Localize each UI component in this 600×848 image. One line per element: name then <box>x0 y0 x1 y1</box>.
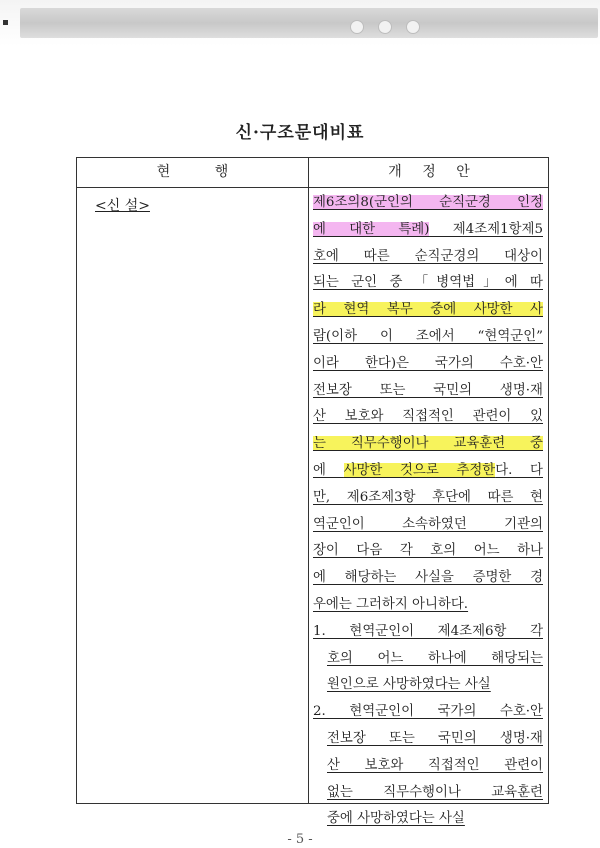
revised-line <box>313 726 543 753</box>
highlight-yellow: 라 현역 복무 중에 사망한 사 <box>313 302 543 318</box>
revised-line <box>313 672 543 699</box>
revised-line <box>313 592 543 619</box>
highlight-yellow: 사망한 것으로 추정한 <box>343 462 496 478</box>
line-text: 장이 다음 각 호의 어느 하나 <box>313 543 543 559</box>
page-title: 신·구조문대비표 <box>235 123 365 143</box>
revised-line <box>313 297 543 324</box>
line-text: 전보장 또는 국민의 생명·재 <box>327 730 543 746</box>
line-text: 람(이하 이 조에서 “현역군인” <box>313 328 543 344</box>
revised-line <box>313 378 543 405</box>
line-text: 원인으로 사망하였다는 사실 <box>327 677 491 693</box>
scan-header-bar <box>0 0 600 46</box>
column-divider <box>308 158 309 803</box>
comparison-table <box>76 157 549 827</box>
line-text: 역군인이 소속하였던 기관의 <box>313 516 543 532</box>
revised-line <box>313 565 543 592</box>
page-number: - 5 - <box>287 832 313 847</box>
revised-line <box>313 646 543 673</box>
revised-line <box>313 270 543 297</box>
header-revised: 개 정 안 <box>388 164 470 180</box>
line-post: 다. 다 <box>495 462 543 478</box>
line-text: 전보장 또는 국민의 생명·재 <box>313 382 543 398</box>
current-text: <신 설> <box>95 198 150 214</box>
revised-line <box>313 190 543 217</box>
revised-line <box>313 485 543 512</box>
line-post: 제4조제1항제5 <box>429 221 543 237</box>
line-pre: 에 <box>313 462 344 478</box>
line-text: 없는 직무수행이나 교육훈련 <box>327 784 543 800</box>
scanner-hole-icon <box>350 20 364 34</box>
scanner-hole-icon <box>406 20 420 34</box>
revised-line <box>313 351 543 378</box>
revised-line <box>313 244 543 271</box>
scan-corner-mark <box>3 20 8 25</box>
line-text: 호에 따른 순직군경의 대상이 <box>313 248 543 264</box>
revised-line <box>313 753 543 780</box>
revised-line <box>313 217 543 244</box>
line-text: 에 해당하는 사실을 증명한 경 <box>313 570 543 586</box>
revised-line <box>313 780 543 807</box>
revised-line <box>313 431 543 458</box>
line-text: 산 보호와 직접적인 관련이 있 <box>313 409 543 425</box>
revised-line <box>313 512 543 539</box>
line-text: 우에는 그러하지 아니하다. <box>313 596 469 612</box>
line-text: 호의 어느 하나에 해당되는 <box>327 650 543 666</box>
highlight-yellow: 는 직무수행이나 교육훈련 중 <box>313 436 543 452</box>
revised-line <box>313 324 543 351</box>
revised-line <box>313 699 543 726</box>
highlight-pink: 에 대한 특례) <box>313 221 430 237</box>
revised-line <box>313 806 543 833</box>
scanner-strip <box>20 8 598 38</box>
line-text: 1. 현역군인이 제4조제6항 각 <box>313 623 543 639</box>
line-text: 2. 현역군인이 국가의 수호·안 <box>313 704 543 720</box>
revised-line <box>313 619 543 646</box>
line-text: 이라 한다)은 국가의 수호·안 <box>313 355 543 371</box>
line-text: 산 보호와 직접적인 관련이 <box>327 757 543 773</box>
line-text: 만, 제6조제3항 후단에 따른 현 <box>313 489 543 505</box>
line-text: 되는 군인 중 「병역법」에 따 <box>313 275 543 291</box>
header-current: 현 행 <box>156 164 229 180</box>
revised-line <box>313 538 543 565</box>
table-header-row <box>77 158 548 188</box>
scanner-hole-icon <box>378 20 392 34</box>
revised-line <box>313 458 543 485</box>
line-text: 중에 사망하였다는 사실 <box>327 811 465 827</box>
revised-line <box>313 404 543 431</box>
highlight-pink: 제6조의8(군인의 순직군경 인정 <box>313 195 543 210</box>
revised-text <box>313 190 543 833</box>
